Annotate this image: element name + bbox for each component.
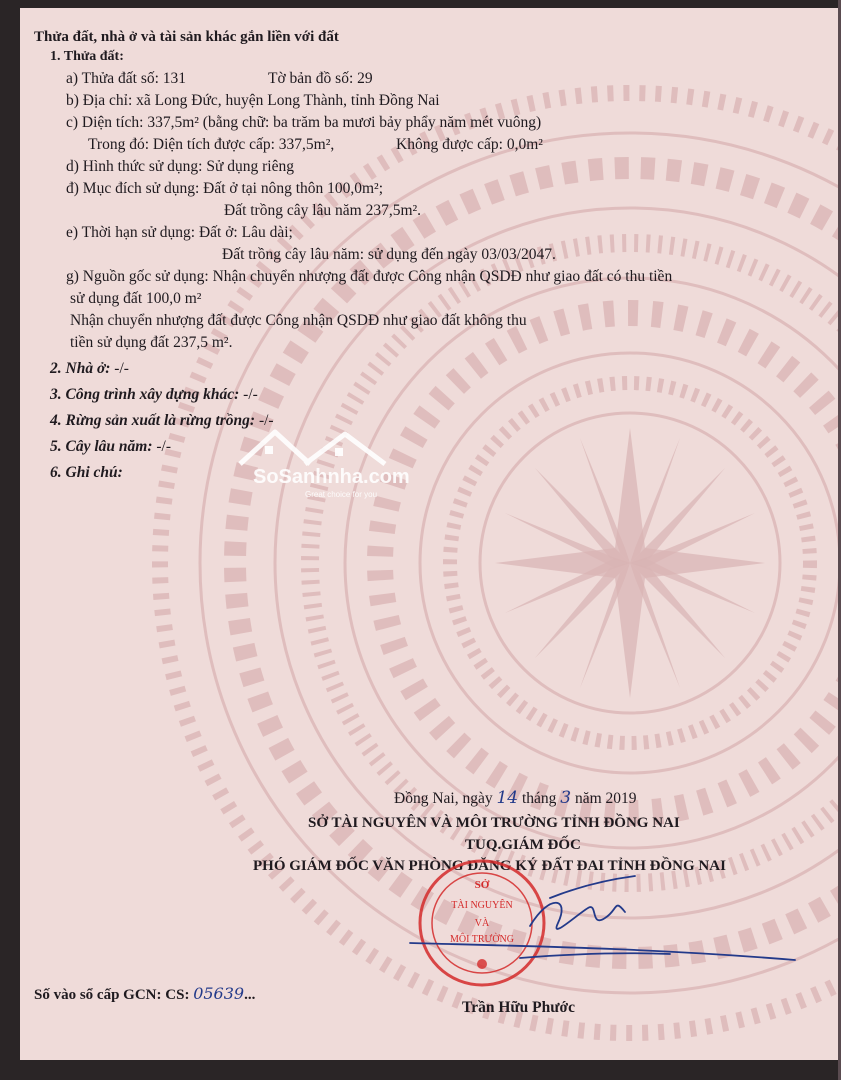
certificate-page xyxy=(20,8,838,1060)
section-construction-value: -/- xyxy=(243,386,258,403)
watermark-brand: SoSanhnha.com xyxy=(253,466,410,488)
date-prefix: Đồng Nai, ngày xyxy=(394,790,493,807)
section-house-label: 2. Nhà ở: xyxy=(50,360,111,377)
signing-date xyxy=(394,789,637,808)
seal-text-mid: TÀI NGUYÊN xyxy=(451,900,513,911)
section-perennial xyxy=(50,438,171,456)
area: c) Diện tích: 337,5m² (bằng chữ: ba trăm ba mươi bảy phẩy năm mét vuông) xyxy=(66,114,542,131)
parcel-number: a) Thửa đất số: 131 xyxy=(66,70,187,87)
signer-title: PHÓ GIÁM ĐỐC VĂN PHÒNG ĐĂNG KÝ ĐẤT ĐAI TỈNH ĐỒNG NAI xyxy=(253,858,726,874)
date-month: 3 xyxy=(560,788,572,808)
usage-purpose-2: Đất trồng cây lâu năm 237,5m². xyxy=(224,202,422,219)
section-land: 1. Thửa đất: xyxy=(50,49,124,64)
section-perennial-label: 5. Cây lâu năm: xyxy=(50,438,153,455)
register-line: Số vào sổ cấp GCN: CS: 05639... xyxy=(34,984,256,1003)
usage-origin-2: sử dụng đất 100,0 m² xyxy=(70,290,202,307)
area-granted: Trong đó: Diện tích được cấp: 337,5m², xyxy=(88,136,335,153)
date-suffix: năm 2019 xyxy=(574,790,637,807)
usage-origin-4: tiền sử dụng đất 237,5 m². xyxy=(70,334,233,351)
section-house xyxy=(50,360,129,378)
date-mid: tháng xyxy=(521,790,557,807)
area-not-granted: Không được cấp: 0,0m² xyxy=(396,136,543,153)
register-number: 05639 xyxy=(193,984,245,1003)
section-perennial-value: -/- xyxy=(156,438,171,455)
on-behalf-of: TUQ.GIÁM ĐỐC xyxy=(465,837,581,853)
seal-text-bottom: MÔI TRƯỜNG xyxy=(450,934,514,945)
usage-purpose: đ) Mục đích sử dụng: Đất ở tại nông thôn 100,0m²; xyxy=(66,180,384,197)
map-sheet-number: Tờ bản đồ số: 29 xyxy=(268,70,373,87)
usage-origin-3: Nhận chuyển nhượng đất được Công nhận QSDĐ như giao đất không thu xyxy=(70,312,527,329)
sosanhnha-watermark xyxy=(235,426,410,504)
house-logo-icon xyxy=(235,426,405,466)
watermark-tagline: Great choice for you xyxy=(305,490,378,499)
section-forest-label: 4. Rừng sản xuất là rừng trồng: xyxy=(50,412,256,429)
handwritten-signature xyxy=(400,868,820,978)
section-notes: 6. Ghi chú: xyxy=(50,464,123,481)
seal-text-va: VÀ xyxy=(474,918,490,929)
usage-term: e) Thời hạn sử dụng: Đất ở: Lâu dài; xyxy=(66,224,293,241)
usage-origin: g) Nguồn gốc sử dụng: Nhận chuyển nhượng đất được Công nhận QSDĐ như giao đất có thu tiền xyxy=(66,268,673,285)
issuing-org: SỞ TÀI NGUYÊN VÀ MÔI TRƯỜNG TỈNH ĐỒNG NAI xyxy=(308,815,680,831)
section-construction-label: 3. Công trình xây dựng khác: xyxy=(50,386,240,403)
header-title: Thửa đất, nhà ở và tài sản khác gắn liền với đất xyxy=(34,29,339,45)
usage-term-2: Đất trồng cây lâu năm: sử dụng đến ngày 03/03/2047. xyxy=(222,246,556,263)
section-forest-value: -/- xyxy=(258,412,274,429)
register-label: Số vào sổ cấp GCN: CS xyxy=(34,987,185,1003)
date-day: 14 xyxy=(496,788,519,808)
usage-form: d) Hình thức sử dụng: Sử dụng riêng xyxy=(66,158,294,175)
section-house-value: -/- xyxy=(114,360,129,377)
section-construction xyxy=(50,386,258,404)
signer-name: Trần Hữu Phước xyxy=(462,999,576,1016)
address: b) Địa chỉ: xã Long Đức, huyện Long Thành, tỉnh Đồng Nai xyxy=(66,92,440,109)
seal-text-top: SỞ xyxy=(474,879,490,891)
